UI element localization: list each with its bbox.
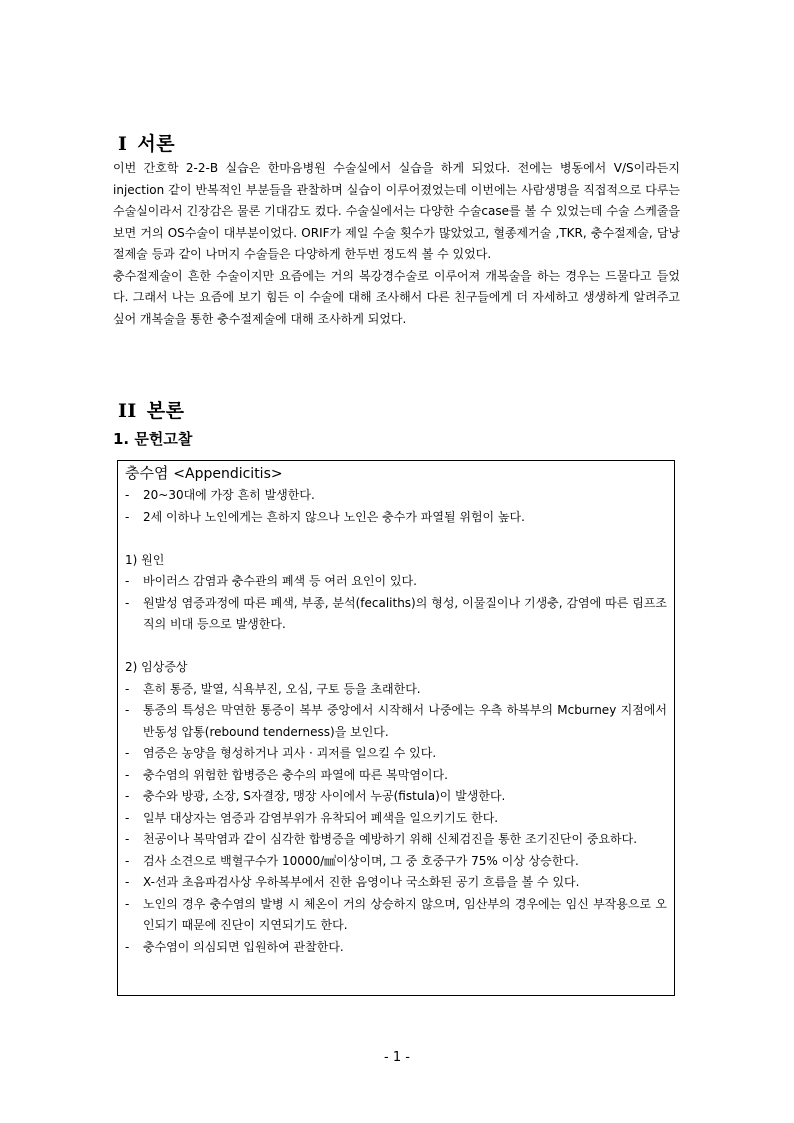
box-title-english: <Appendicitis> — [173, 466, 283, 482]
section-heading-introduction — [118, 129, 175, 156]
bullet-item: - 일부 대상자는 염증과 감염부위가 유착되어 폐색을 일으키기도 한다. — [125, 810, 499, 825]
literature-review-box — [117, 460, 675, 996]
bullet-item: - 노인의 경우 충수염의 발병 시 체온이 거의 상승하지 않으며, 임산부의 경우에는 임신 부작용으로 오인되기 때문에 진단이 지연되기도 한다. — [125, 896, 667, 932]
bullet-item: - 충수염이 의심되면 입원하여 관찰한다. — [125, 939, 344, 954]
subsection-heading: 1. 문헌고찰 — [113, 430, 193, 448]
bullet-item: - 원발성 염증과정에 따른 폐색, 부종, 분석(fecaliths)의 형성, 이물질이나 기생충, 감염에 따른 림프조직의 비대 등으로 발생한다. — [125, 595, 667, 631]
bullet-item: - 통증의 특성은 막연한 통증이 복부 중앙에서 시작해서 나중에는 우측 하복부의 Mcburney 지점에서 반동성 압통(rebound tenderness)을 보인다. — [125, 703, 667, 739]
bullet-item: - 검사 소견으로 백혈구수가 10000/㎣이상이며, 그 중 호중구가 75% 이상 상승한다. — [125, 853, 579, 868]
bullet-item: - 흔히 통증, 발열, 식욕부진, 오심, 구토 등을 초래한다. — [125, 681, 421, 696]
bullet-item: - 충수염의 위험한 합병증은 충수의 파열에 따른 복막염이다. — [125, 767, 448, 782]
box-title-korean: 충수염 — [125, 464, 169, 482]
bullet-item: - 천공이나 복막염과 같이 심각한 합병증을 예방하기 위해 신체검진을 통한 조기진단이 중요하다. — [125, 832, 638, 846]
box-title — [125, 462, 667, 485]
section-number: I — [118, 133, 128, 155]
bullet-item: - 바이러스 감염과 충수관의 폐색 등 여러 요인이 있다. — [125, 574, 417, 588]
symptom-heading: 2) 임상증상 — [125, 660, 188, 674]
introduction-paragraph: 이번 간호학 2-2-B 실습은 한마음병원 수술실에서 실습을 하게 되었다. 전에는 병동에서 V/S이라든지 injection 같이 반복적인 부분들을 관찰하며 실습이 이루어졌었는데 이번에는 사람생명을 직접적으로 다루는 수술실이라서 긴장감은 물론 기대감도 컸다. 수술실에서는 다양한 수술case를 볼 수 있었는데 수술 스케줄을 보면 거의 OS수술이 대부분이었다. ORIF가 제일 수술 횟수가 많았었고, 혈종제거술 ,TKR, 충수절제술, 담낭절제술 등과 같이 나머지 수술들은 다양하게 한두번 정도씩 볼 수 있었다. — [113, 161, 680, 261]
introduction-paragraph: 충수절제술이 흔한 수술이지만 요즘에는 거의 복강경수술로 이루어져 개복술을 하는 경우는 드물다고 들었다. 그래서 나는 요즘에 보기 힘든 이 수술에 대해 조사해서 다른 친구들에게 더 자세하고 생생하게 알려주고 싶어 개복술을 통한 충수절제술에 대해 조사하게 되었다. — [113, 268, 680, 326]
bullet-item: - 2세 이하나 노인에게는 흔하지 않으나 노인은 충수가 파열될 위험이 높다. — [125, 509, 525, 524]
section-title: 서론 — [137, 133, 176, 155]
page-number: - 1 - — [384, 1050, 410, 1065]
section-heading-body — [118, 396, 185, 423]
introduction-body — [113, 158, 680, 330]
section-number: II — [118, 400, 137, 422]
cause-heading: 1) 원인 — [125, 552, 165, 567]
bullet-item: - 염증은 농양을 형성하거나 괴사 · 괴저를 일으킬 수 있다. — [125, 746, 437, 760]
section-title: 본론 — [146, 400, 185, 422]
bullet-item: - 20~30대에 가장 흔히 발생한다. — [125, 488, 315, 502]
bullet-item: - X-선과 초음파검사상 우하복부에서 진한 음영이나 국소화된 공기 흐름을 볼 수 있다. — [125, 875, 580, 889]
bullet-item: - 충수와 방광, 소장, S자결장, 맹장 사이에서 누공(fistula)이 발생한다. — [125, 789, 506, 803]
